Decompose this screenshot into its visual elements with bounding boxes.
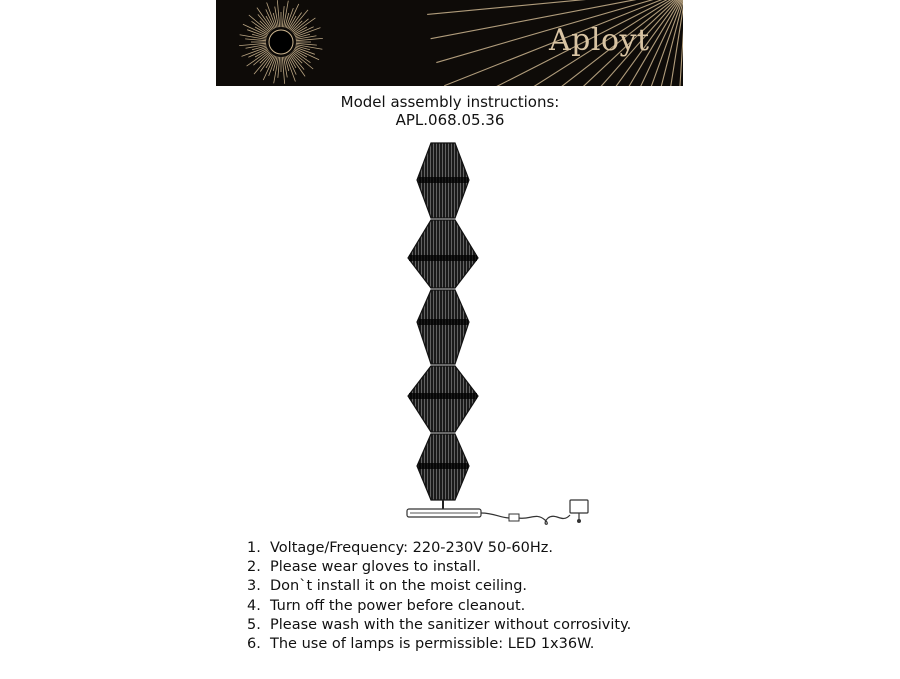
list-item: 4. Turn off the power before cleanout. [247, 597, 526, 614]
list-item: 3. Don`t install it on the moist ceiling. [247, 578, 528, 595]
lamp-shade-band [409, 255, 477, 261]
lamp-shade-segment [408, 366, 478, 432]
instructions-heading: Model assembly instructions: [340, 93, 560, 111]
list-item: 2. Please wear gloves to install. [247, 559, 481, 576]
lamp-shade-segment [417, 434, 469, 500]
lamp-base [407, 509, 481, 517]
list-item: 5. Please wash with the sanitizer without corrosivity. [247, 616, 632, 633]
brand-name: Aployt [549, 23, 650, 58]
lamp-shade-segment [417, 290, 469, 364]
instructions-list [247, 539, 631, 654]
model-number: APL.068.05.36 [395, 111, 505, 129]
brand-banner [216, 0, 683, 86]
list-item: 1. Voltage/Frequency: 220-230V 50-60Hz. [247, 540, 553, 556]
power-adapter [570, 500, 588, 513]
lamp-shade-segment [417, 143, 469, 218]
lamp-shade-band [418, 319, 468, 325]
list-item: 6. The use of lamps is permissible: LED 1x36W. [247, 636, 595, 653]
cord-switch [509, 514, 519, 521]
lamp-shade-band [409, 393, 477, 399]
lamp-shade-band [418, 463, 468, 469]
lamp-shade-band [418, 177, 468, 183]
lamp-shade-segment [408, 220, 478, 288]
